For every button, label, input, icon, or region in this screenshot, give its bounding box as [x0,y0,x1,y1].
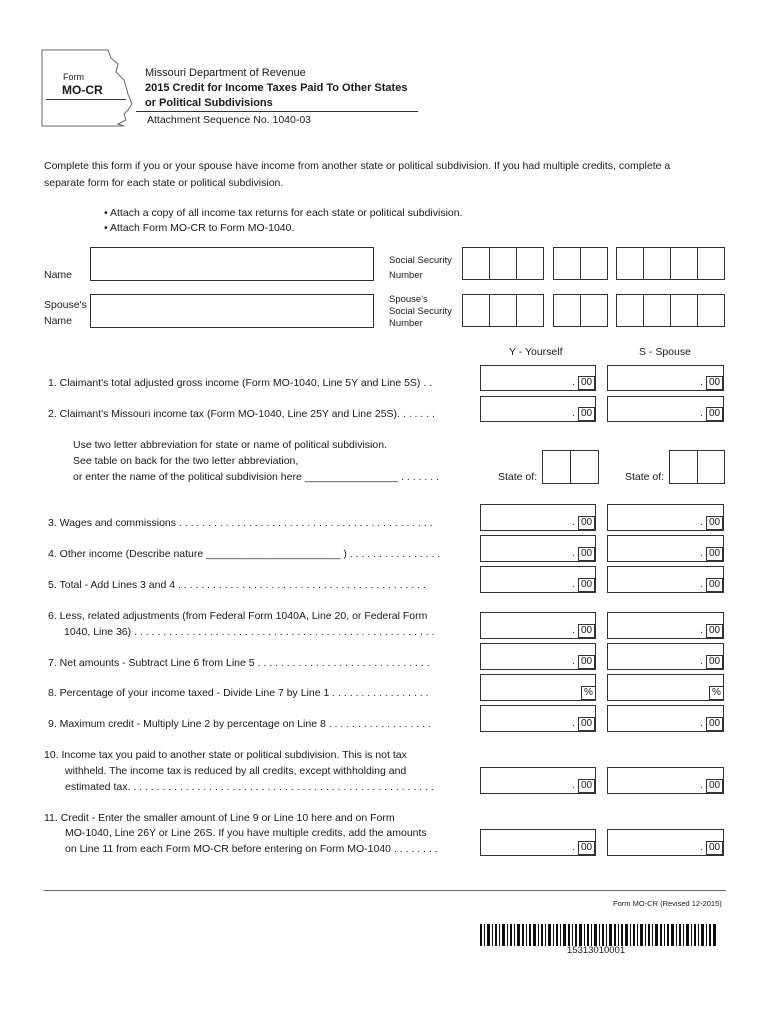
decimal-point: . [700,377,703,388]
attachment-sequence: Attachment Sequence No. 1040-03 [147,114,312,126]
spouse-name-label-2: Name [44,315,73,327]
footer-rule [44,890,726,891]
state-instruction-2: See table on back for the two letter abbreviation, [73,455,299,467]
cents-field: 00 [578,717,595,731]
ssn-digit[interactable] [462,294,490,327]
state-instruction-3: or enter the name of the political subdivision here ________________ . . . . . . . [73,471,439,483]
line-11-label-cont-1: MO-1040, Line 26Y or Line 26S. If you have multiple credits, add the amounts [65,827,427,839]
spouse-ssn-label-3: Number [389,318,423,329]
decimal-point: . [572,780,575,791]
state-instruction-1: Use two letter abbreviation for state or name of political subdivision. [73,439,387,451]
cents-field: 00 [578,516,595,530]
title-rule [136,111,418,112]
decimal-point: . [700,656,703,667]
cents-field: 00 [706,407,723,421]
spouse-ssn-label-1: Spouse's [389,294,428,305]
ssn-digit[interactable] [697,247,725,280]
column-header-yourself: Y - Yourself [509,346,563,358]
name-label: Name [44,269,73,281]
line-9-label: 9. Maximum credit - Multiply Line 2 by percentage on Line 8 . . . . . . . . . . . . . . . . . . [48,718,431,730]
spouse-name-label-1: Spouse's [44,299,87,311]
state-of-label-yourself: State of: [498,471,538,483]
form-title: 2015 Credit for Income Taxes Paid To Other States [145,82,408,94]
ssn-digit[interactable] [643,247,671,280]
cents-field: 00 [578,407,595,421]
line-1-label: 1. Claimant's total adjusted gross income (Form MO-1040, Line 5Y and Line 5S) . . [48,377,433,389]
bullet-attach-form: • Attach Form MO-CR to Form MO-1040. [104,222,295,234]
revision-note: Form MO-CR (Revised 12-2015) [613,899,722,908]
ssn-digit[interactable] [580,294,608,327]
cents-field: 00 [578,376,595,390]
column-header-spouse: S - Spouse [639,346,691,358]
form-label: Form [63,72,84,82]
cents-field: 00 [706,516,723,530]
ssn-label-1: Social Security [389,255,452,266]
decimal-point: . [572,548,575,559]
form-id-rule [46,99,126,100]
decimal-point: . [572,377,575,388]
state-yourself-letter-1[interactable] [542,450,571,484]
line-4-label: 4. Other income (Describe nature _______________________ ) . . . . . . . . . . . . . . . . [48,548,441,560]
decimal-point: . [572,656,575,667]
name-input[interactable] [90,247,374,281]
decimal-point: . [572,408,575,419]
ssn-digit[interactable] [516,247,544,280]
line-6-label: 6. Less, related adjustments (from Federal Form 1040A, Line 20, or Federal Form [48,610,428,622]
barcode-number: 15313010001 [567,945,626,956]
percent-sign: % [709,686,724,700]
ssn-digit[interactable] [553,294,581,327]
decimal-point: . [700,625,703,636]
ssn-digit[interactable] [616,247,644,280]
cents-field: 00 [578,578,595,592]
cents-field: 00 [706,547,723,561]
ssn-digit[interactable] [670,294,698,327]
form-subtitle: or Political Subdivisions [145,97,273,109]
cents-field: 00 [706,779,723,793]
cents-field: 00 [578,624,595,638]
decimal-point: . [572,625,575,636]
decimal-point: . [700,780,703,791]
decimal-point: . [700,517,703,528]
line-7-label: 7. Net amounts - Subtract Line 6 from Line 5 . . . . . . . . . . . . . . . . . . . . . . . . . . . . . . [48,657,430,669]
ssn-digit[interactable] [553,247,581,280]
form-id: MO-CR [62,83,103,97]
spouse-name-input[interactable] [90,294,374,328]
line-10-label-cont-2: estimated tax. . . . . . . . . . . . . . . . . . . . . . . . . . . . . . . . . . . . . . . . . . . . . . . . . . . . . [65,781,434,793]
decimal-point: . [572,517,575,528]
ssn-digit[interactable] [489,294,517,327]
ssn-digit[interactable] [697,294,725,327]
state-spouse-letter-2[interactable] [697,450,725,484]
ssn-digit[interactable] [670,247,698,280]
decimal-point: . [572,718,575,729]
ssn-digit[interactable] [643,294,671,327]
line-6-label-cont: 1040, Line 36) . . . . . . . . . . . . . . . . . . . . . . . . . . . . . . . . . . . . . . . . . . . . . . . . . . . . [64,626,435,638]
ssn-label-2: Number [389,270,423,281]
line-3-label: 3. Wages and commissions . . . . . . . . . . . . . . . . . . . . . . . . . . . . . . . . . . . . . . . . . . . . [48,517,433,529]
state-of-label-spouse: State of: [625,471,665,483]
line-5-label: 5. Total - Add Lines 3 and 4 . . . . . . . . . . . . . . . . . . . . . . . . . . . . . . . . . . . . . . . . . . . [48,579,426,591]
cents-field: 00 [706,655,723,669]
line-8-yourself-input[interactable] [480,674,596,701]
cents-field: 00 [706,717,723,731]
state-yourself-letter-2[interactable] [570,450,599,484]
decimal-point: . [700,548,703,559]
cents-field: 00 [706,376,723,390]
cents-field: 00 [706,624,723,638]
state-spouse-letter-1[interactable] [669,450,698,484]
line-11-label-cont-2: on Line 11 from each Form MO-CR before entering on Form MO-1040 . . . . . . . . [65,843,438,855]
line-11-label: 11. Credit - Enter the smaller amount of Line 9 or Line 10 here and on Form [44,812,395,824]
cents-field: 00 [578,547,595,561]
ssn-digit[interactable] [580,247,608,280]
line-8-spouse-input[interactable] [607,674,724,701]
line-10-label-cont-1: withheld. The income tax is reduced by all credits, except withholding and [65,765,407,777]
line-2-label: 2. Claimant's Missouri income tax (Form MO-1040, Line 25Y and Line 25S). . . . . . . [48,408,435,420]
cents-field: 00 [578,655,595,669]
decimal-point: . [572,579,575,590]
intro-line-2: separate form for each state or political subdivision. [44,177,284,189]
line-10-label: 10. Income tax you paid to another state or political subdivision. This is not tax [44,749,407,761]
department-name: Missouri Department of Revenue [145,67,306,79]
ssn-digit[interactable] [489,247,517,280]
percent-sign: % [581,686,596,700]
cents-field: 00 [706,841,723,855]
ssn-digit[interactable] [462,247,490,280]
ssn-digit[interactable] [616,294,644,327]
cents-field: 00 [578,779,595,793]
decimal-point: . [700,579,703,590]
decimal-point: . [700,718,703,729]
bullet-attach-returns: • Attach a copy of all income tax returns for each state or political subdivision. [104,207,463,219]
decimal-point: . [700,408,703,419]
ssn-digit[interactable] [516,294,544,327]
intro-line-1: Complete this form if you or your spouse have income from another state or political subdivision. If you had multiple credits, complete a [44,160,671,172]
spouse-ssn-label-2: Social Security [389,306,452,317]
decimal-point: . [572,842,575,853]
line-8-label: 8. Percentage of your income taxed - Divide Line 7 by Line 1 . . . . . . . . . . . . . . . . . [48,687,429,699]
cents-field: 00 [578,841,595,855]
cents-field: 00 [706,578,723,592]
decimal-point: . [700,842,703,853]
